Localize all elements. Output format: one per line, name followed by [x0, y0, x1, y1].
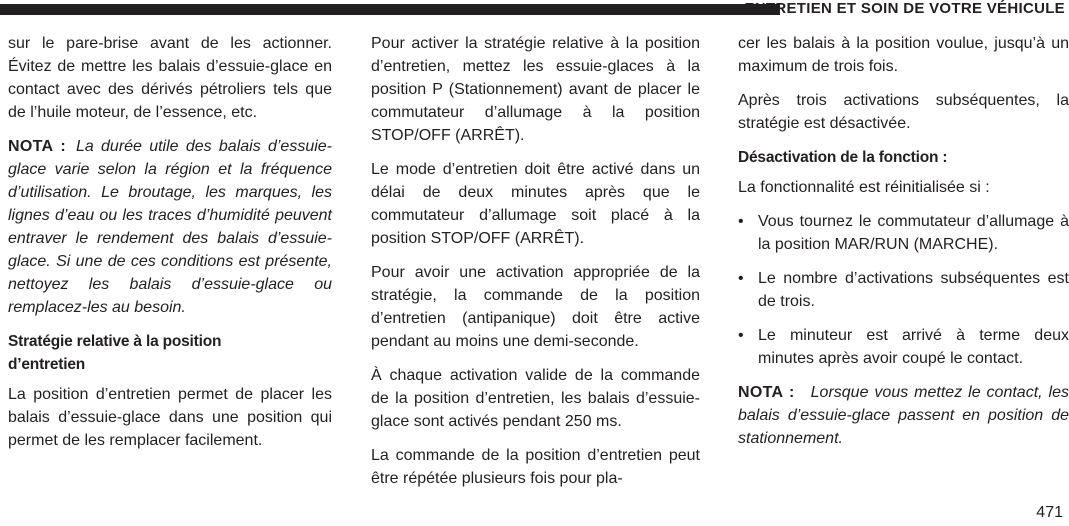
list-item-text: Le minuteur est arrivé à terme deux minutes après avoir coupé le contact.: [758, 327, 1069, 367]
column-1: [8, 32, 332, 463]
header-rule: [0, 4, 780, 15]
paragraph: Après trois activations subséquentes, la stratégie est désactivée.: [738, 92, 1069, 132]
paragraph: La commande de la position d’entretien peut être répétée plusieurs fois pour pla-: [371, 447, 700, 487]
list-item: [738, 267, 1069, 313]
bullet-icon: •: [738, 327, 744, 344]
paragraph: Le mode d’entretien doit être activé dans un délai de deux minutes après que le commutateur d’allumage soit placé à la position STOP/OFF (ARRÊT).: [371, 161, 700, 247]
note-label: NOTA :: [738, 384, 795, 401]
section-heading: Stratégie relative à la position d’entretien: [8, 333, 222, 373]
note-label: NOTA :: [8, 138, 66, 155]
note: [738, 381, 1069, 450]
page-number: 471: [1036, 504, 1063, 521]
note: [8, 135, 332, 319]
bullet-icon: •: [738, 213, 744, 230]
column-3: [738, 32, 1069, 461]
note-text: Lorsque vous mettez le contact, les balais d’essuie-glace passent en position de stationnement.: [738, 384, 1069, 447]
list-item: [738, 210, 1069, 256]
paragraph: La position d’entretien permet de placer les balais d’essuie-glace dans une position qui permet de les remplacer facilement.: [8, 386, 332, 449]
bullet-icon: •: [738, 270, 744, 287]
bullet-list: [738, 210, 1069, 370]
paragraph: sur le pare-brise avant de les actionner. Évitez de mettre les balais d’essuie-glace en contact avec des dérivés pétroliers tels que de l’huile moteur, de l’essence, etc.: [8, 35, 332, 121]
paragraph: cer les balais à la position voulue, jusqu’à un maximum de trois fois.: [738, 35, 1069, 75]
section-heading: Désactivation de la fonction :: [738, 149, 948, 166]
paragraph: Pour avoir une activation appropriée de la stratégie, la commande de la position d’entretien (antipanique) doit être active pendant au moins une demi-seconde.: [371, 264, 700, 350]
list-item: [738, 324, 1069, 370]
paragraph: La fonctionnalité est réinitialisée si :: [738, 179, 990, 196]
paragraph: Pour activer la stratégie relative à la position d’entretien, mettez les essuie-glaces à la position P (Stationnement) avant de placer le commutateur d’allumage à la position STOP/OFF (ARRÊT).: [371, 35, 700, 144]
paragraph: À chaque activation valide de la commande de la position d’entretien, les balais d’essuie-glace sont activés pendant 250 ms.: [371, 367, 700, 430]
list-item-text: Le nombre d’activations subséquentes est de trois.: [758, 270, 1069, 310]
section-title: ENTRETIEN ET SOIN DE VOTRE VÉHICULE: [744, 0, 1065, 17]
list-item-text: Vous tournez le commutateur d’allumage à la position MAR/RUN (MARCHE).: [758, 213, 1069, 253]
note-text: La durée utile des balais d’essuie-glace varie selon la région et la fréquence d’utilisation. Le broutage, les marques, les lignes d’eau ou les traces d’humidité peuvent entraver le rendement des balais d’essuie-glace. Si une de ces conditions est présente, nettoyez les balais d’essuie-glace ou remplacez-les au besoin.: [8, 138, 332, 316]
column-2: [371, 32, 700, 501]
